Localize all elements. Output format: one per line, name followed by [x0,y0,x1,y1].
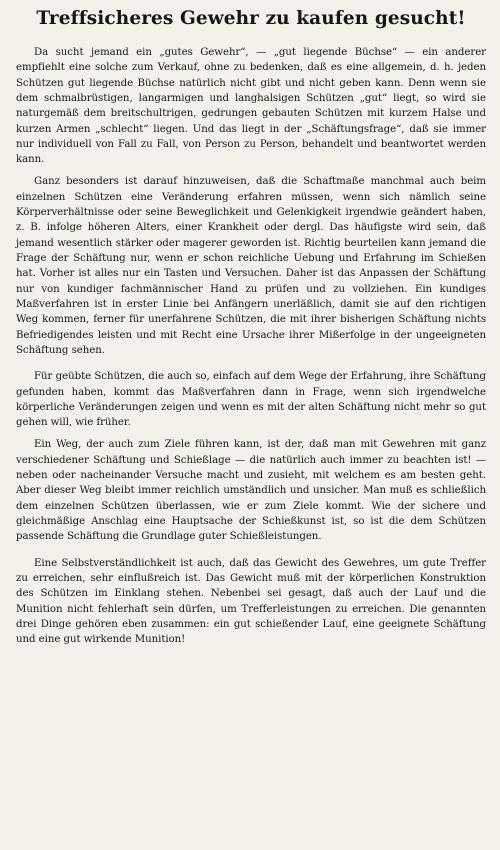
article-paragraph: Für geübte Schützen, die auch so, einfach auf dem Wege der Erfahrung, ihre Schäftung gefunden haben, kommt das Maßverfahren dann in Frage, wenn sich irgendwelche körperliche Veränderungen zeigen und wenn es mit der alten Schäftung nicht mehr so gut gehen will, wie früher. [16,371,486,429]
article-paragraph: Da sucht jemand ein „gutes Gewehr“, — „gut liegende Büchse“ — ein anderer empfiehlt eine solche zum Verkauf, ohne zu bedenken, daß es eine allgemein, d. h. jeden Schützen gut liegende Büchse natürlich nicht gibt und nicht geben kann. Denn wenn sie dem schmalbrüstigen, langarmigen und langhalsigen Schützen „gut“ liegt, so wird sie naturgemäß dem breitschultrigen, gedrungen gebauten Schützen mit kurzem Halse und kurzen Armen „schlecht“ liegen. Und das liegt in der „Schäftungsfrage“, daß sie immer nur individuell von Fall zu Fall, von Person zu Person, behandelt und beantwortet werden kann. [16,47,486,166]
article-title: Treffsicheres Gewehr zu kaufen gesucht! [36,8,466,29]
article-paragraph: Eine Selbstverständlichkeit ist auch, daß das Gewicht des Gewehres, um gute Treffer zu erreichen, sehr einflußreich ist. Das Gewicht muß mit der körperlichen Konstruktion des Schützen im Einklang stehen. Nebenbei sei gesagt, daß auch der Lauf und die Munition nicht fehlerhaft sein dürfen, um Trefferleistungen zu erreichen. Die genannten drei Dinge gehören eben zusammen: ein gut schießender Lauf, eine geeignete Schäftung und eine gut wirkende Munition! [16,557,486,646]
article-paragraph: Ein Weg, der auch zum Ziele führen kann, ist der, daß man mit Gewehren mit ganz verschiedener Schäftung und Schießlage — die natürlich auch immer zu beachten ist! — neben oder nacheinander Versuche macht und zusieht, mit welchem es am besten geht. Aber dieser Weg bleibt immer reichlich umständlich und unsicher. Man muß es schließlich dem einzelnen Schützen überlassen, wie er zum Ziele kommt. Wie der sichere und gleichmäßige Anschlag eine Hauptsache der Schießkunst ist, so ist die dem Schützen passende Schäftung die Grundlage guter Schießleistungen. [16,439,486,543]
article-paragraph: Ganz besonders ist darauf hinzuweisen, daß die Schaftmaße manchmal auch beim einzelnen Schützen eine Veränderung erfahren müssen, wenn sich nämlich seine Körperverhältnisse oder seine Beweglichkeit und Gelenkigkeit irgendwie geändert haben, z. B. infolge höheren Alters, einer Krankheit oder dergl. Das häufigste wird sein, daß jemand wesentlich stärker oder magerer geworden ist. Richtig beurteilen kann jemand die Frage der Schäftung nur, wenn er schon reichliche Uebung und Erfahrung im Schießen hat. Vorher ist alles nur ein Tasten und Versuchen. Daher ist das Anpassen der Schäftung nur von kundiger fachmännischer Hand zu prüfen und zu vollziehen. Ein kundiges Maßverfahren ist in erster Linie bei Anfängern unerläßlich, damit sie auf den richtigen Weg kommen, ferner für unerfahrene Schützen, die mit ihrer bisherigen Schäftung nichts Befriedigendes leisten und mit Recht eine Ursache ihrer Mißerfolge in der ungeeigneten Schäftung sehen. [16,176,486,357]
